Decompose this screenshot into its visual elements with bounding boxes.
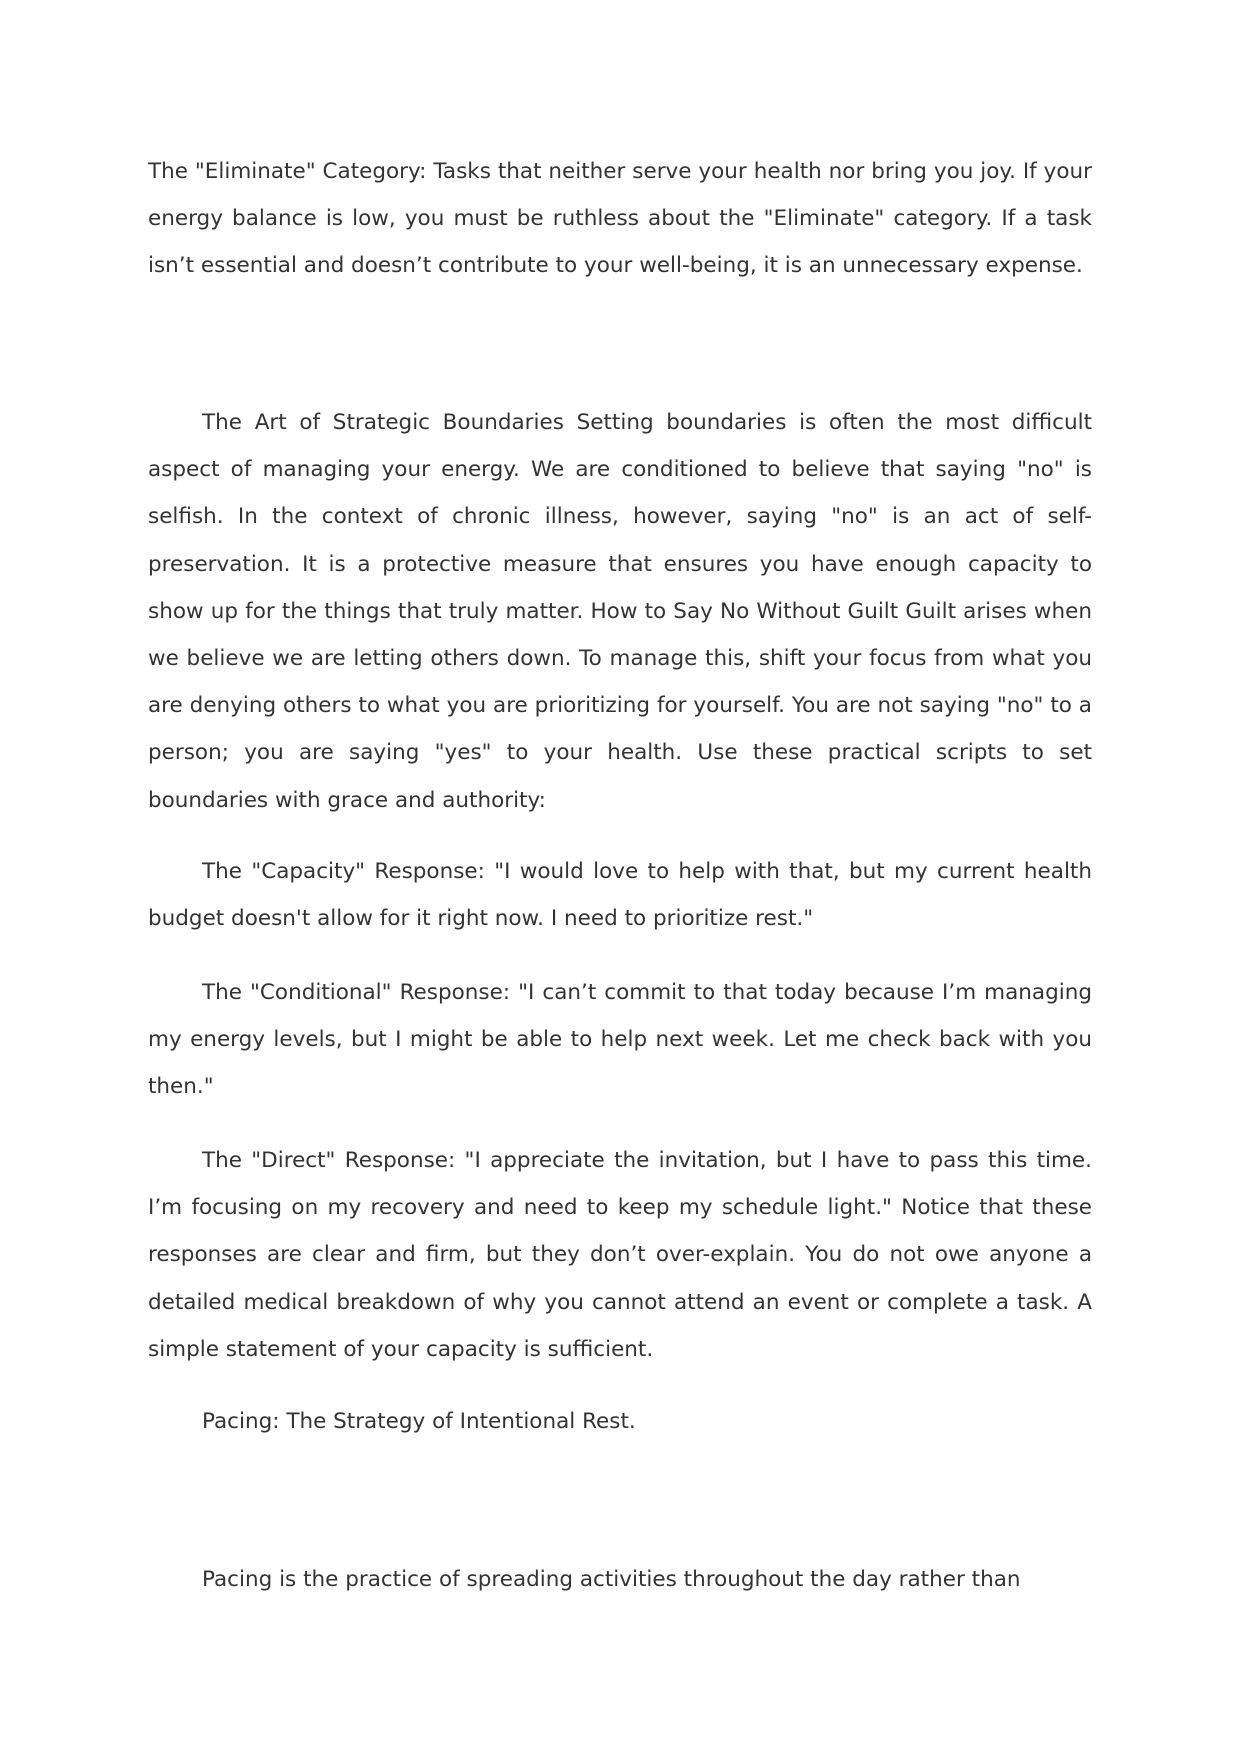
paragraph-capacity-response: The "Capacity" Response: "I would love to help with that, but my current health budget doesn't allow for it right now. I need to prioritize rest." xyxy=(148,859,1092,932)
paragraph-pacing-body: Pacing is the practice of spreading activities throughout the day rather than xyxy=(202,1567,1021,1592)
paragraph-eliminate-category: The "Eliminate" Category: Tasks that neither serve your health nor bring you joy. If your energy balance is low, you must be ruthless about the "Eliminate" category. If a task isn’t essential and doesn’t contribute to your well-being, it is an unnecessary expense. xyxy=(148,159,1092,279)
paragraph-direct-response: The "Direct" Response: "I appreciate the invitation, but I have to pass this time. I’m focusing on my recovery and need to keep my schedule light." Notice that these responses are clear and firm, but they don’t over-explain. You do not owe anyone a detailed medical breakdown of why you cannot attend an event or complete a task. A simple statement of your capacity is sufficient. xyxy=(148,1148,1092,1362)
paragraph-conditional-response: The "Conditional" Response: "I can’t commit to that today because I’m managing my energy levels, but I might be able to help next week. Let me check back with you then." xyxy=(148,980,1092,1100)
paragraph-strategic-boundaries: The Art of Strategic Boundaries Setting boundaries is often the most difficult aspect of managing your energy. We are conditioned to believe that saying "no" is selfish. In the context of chronic illness, however, saying "no" is an act of self-preservation. It is a protective measure that ensures you have enough capacity to show up for the things that truly matter. How to Say No Without Guilt Guilt arises when we believe we are letting others down. To manage this, shift your focus from what you are denying others to what you are prioritizing for yourself. You are not saying "no" to a person; you are saying "yes" to your health. Use these practical scripts to set boundaries with grace and authority: xyxy=(148,410,1092,813)
paragraph-pacing-heading: Pacing: The Strategy of Intentional Rest. xyxy=(202,1409,636,1434)
